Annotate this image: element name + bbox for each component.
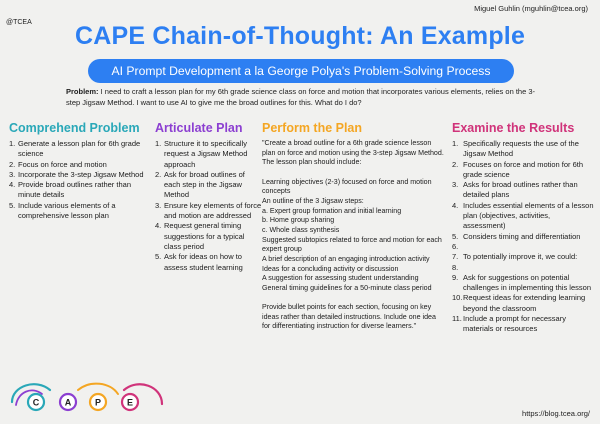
comprehend-column bbox=[9, 121, 151, 221]
prompt-line: Provide bullet points for each section, focusing on key ideas rather than detailed instructions. Include one idea for differentiating instruction for diverse learners." bbox=[262, 303, 436, 331]
item-number: 2. bbox=[9, 159, 16, 169]
articulate-item bbox=[155, 252, 263, 273]
item-number: 5. bbox=[9, 200, 16, 210]
item-text: Includes essential elements of a lesson plan (objectives, activities, assessment) bbox=[463, 200, 594, 231]
articulate-item bbox=[155, 139, 263, 170]
page-title: CAPE Chain-of-Thought: An Example bbox=[74, 22, 526, 50]
articulate-item bbox=[155, 201, 263, 222]
problem-statement bbox=[66, 87, 542, 108]
item-text: Include various elements of a comprehensive lesson plan bbox=[18, 200, 116, 221]
org-handle: @TCEA bbox=[6, 19, 32, 26]
item-number: 2. bbox=[155, 169, 162, 179]
item-text: To potentially improve it, we could: bbox=[463, 252, 578, 262]
prompt-line: "Create a broad outline for a 6th grade science lesson plan on force and motion using the 3-step Jigsaw Method. The lesson plan should include: bbox=[262, 139, 444, 167]
prompt-line bbox=[262, 293, 446, 303]
examine-item bbox=[452, 293, 594, 314]
item-text: Provide broad outlines rather than minute details bbox=[18, 180, 131, 200]
author-credit: Miguel Guhlin (mguhlin@tcea.org) bbox=[474, 4, 588, 13]
perform-prompt-text bbox=[262, 139, 446, 332]
problem-label: Problem: bbox=[66, 87, 99, 96]
prompt-line: b. Home group sharing bbox=[262, 216, 335, 225]
item-text: Focus on force and motion bbox=[18, 159, 107, 169]
item-text: Asks for broad outlines rather than detailed plans bbox=[463, 180, 578, 200]
item-text: Generate a lesson plan for 6th grade science bbox=[18, 139, 141, 159]
item-number: 1. bbox=[452, 139, 459, 148]
examine-item bbox=[452, 139, 594, 160]
prompt-line: c. Whole class synthesis bbox=[262, 225, 340, 234]
examine-item bbox=[452, 180, 594, 201]
item-number: 6. bbox=[452, 241, 459, 251]
item-number: 5. bbox=[155, 252, 162, 262]
item-text: Ask for ideas on how to assess student learning bbox=[164, 252, 243, 272]
item-text: Incorporate the 3-step Jigsaw Method bbox=[18, 169, 144, 179]
articulate-item bbox=[155, 170, 263, 201]
prompt-line bbox=[262, 168, 446, 178]
item-number: 8. bbox=[452, 262, 459, 272]
examine-item bbox=[452, 273, 594, 294]
item-text: Ask for suggestions on potential challenges in implementing this lesson bbox=[463, 272, 591, 293]
logo-letter: E bbox=[126, 397, 134, 408]
examine-item bbox=[452, 263, 594, 273]
item-number: 2. bbox=[452, 159, 459, 169]
comprehend-item bbox=[9, 201, 151, 222]
examine-column bbox=[452, 121, 594, 335]
logo-letter: P bbox=[94, 397, 102, 408]
examine-item bbox=[452, 314, 594, 335]
articulate-item bbox=[155, 221, 263, 252]
item-number: 7. bbox=[452, 252, 459, 262]
prompt-line: Learning objectives (2-3) focused on force and motion concepts bbox=[262, 177, 432, 196]
perform-column bbox=[262, 121, 446, 332]
item-text: Considers timing and differentiation bbox=[463, 231, 581, 241]
prompt-line: A brief description of an engaging introduction activity bbox=[262, 254, 430, 263]
prompt-line: a. Expert group formation and initial learning bbox=[262, 206, 402, 215]
examine-heading: Examine the Results bbox=[452, 121, 575, 135]
item-text: Specifically requests the use of the Jigsaw Method bbox=[463, 139, 579, 159]
articulate-column bbox=[155, 121, 263, 273]
problem-text: I need to craft a lesson plan for my 6th grade science class on force and motion that incorporates various elements, relies on the 3-step Jigsaw Method. I want to use AI to give me the broad outlines for this. What do I do? bbox=[66, 87, 535, 107]
comprehend-item bbox=[9, 139, 151, 160]
footer-url: https://blog.tcea.org/ bbox=[522, 409, 590, 418]
item-text: Structure it to specifically request a Jigsaw Method approach bbox=[164, 139, 248, 169]
logo-swirl-orange bbox=[78, 384, 118, 394]
examine-item bbox=[452, 242, 594, 252]
comprehend-item bbox=[9, 180, 151, 201]
item-number: 4. bbox=[9, 180, 16, 190]
item-text: Request ideas for extending learning beyond the classroom bbox=[463, 293, 586, 313]
prompt-line: Suggested subtopics related to force and motion for each expert group bbox=[262, 235, 442, 254]
articulate-list bbox=[155, 139, 263, 273]
item-number: 9. bbox=[452, 272, 459, 282]
item-text: Ask for broad outlines of each step in the Jigsaw Method bbox=[164, 169, 245, 200]
examine-item bbox=[452, 160, 594, 181]
examine-item bbox=[452, 201, 594, 232]
prompt-line: An outline of the 3 Jigsaw steps: bbox=[262, 196, 364, 205]
examine-item bbox=[452, 232, 594, 242]
item-text: Request general timing suggestions for a typical class period bbox=[164, 221, 245, 251]
item-number: 3. bbox=[9, 169, 16, 179]
comprehend-item bbox=[9, 160, 151, 170]
comprehend-list bbox=[9, 139, 151, 221]
item-text bbox=[463, 263, 594, 273]
item-number: 1. bbox=[155, 139, 162, 148]
comprehend-item bbox=[9, 170, 151, 180]
cape-logo bbox=[6, 372, 166, 416]
prompt-line: Ideas for a concluding activity or discussion bbox=[262, 264, 399, 273]
logo-letter-group bbox=[28, 394, 138, 410]
item-number: 4. bbox=[452, 200, 459, 210]
comprehend-heading: Comprehend Problem bbox=[9, 121, 140, 135]
item-text: Include a prompt for necessary materials or resources bbox=[463, 314, 566, 334]
item-number: 3. bbox=[155, 200, 162, 210]
logo-letter: C bbox=[32, 397, 40, 408]
perform-heading: Perform the Plan bbox=[262, 121, 363, 135]
item-number: 3. bbox=[452, 180, 459, 190]
item-number: 1. bbox=[9, 139, 16, 148]
subtitle-banner: AI Prompt Development a la George Polya's Problem-Solving Process bbox=[88, 59, 514, 83]
item-number: 10. bbox=[452, 293, 463, 303]
examine-list bbox=[452, 139, 594, 335]
item-text bbox=[463, 242, 594, 252]
item-text: Focuses on force and motion for 6th grade science bbox=[463, 159, 584, 179]
item-text: Ensure key elements of force and motion are addressed bbox=[164, 200, 262, 221]
prompt-line: General timing guidelines for a 50-minute class period bbox=[262, 283, 432, 292]
articulate-heading: Articulate Plan bbox=[155, 121, 243, 135]
logo-letter: A bbox=[64, 397, 72, 408]
prompt-line: A suggestion for assessing student understanding bbox=[262, 274, 419, 283]
examine-item bbox=[452, 252, 594, 262]
item-number: 11. bbox=[452, 314, 462, 324]
item-number: 5. bbox=[452, 231, 459, 241]
item-number: 4. bbox=[155, 221, 162, 231]
